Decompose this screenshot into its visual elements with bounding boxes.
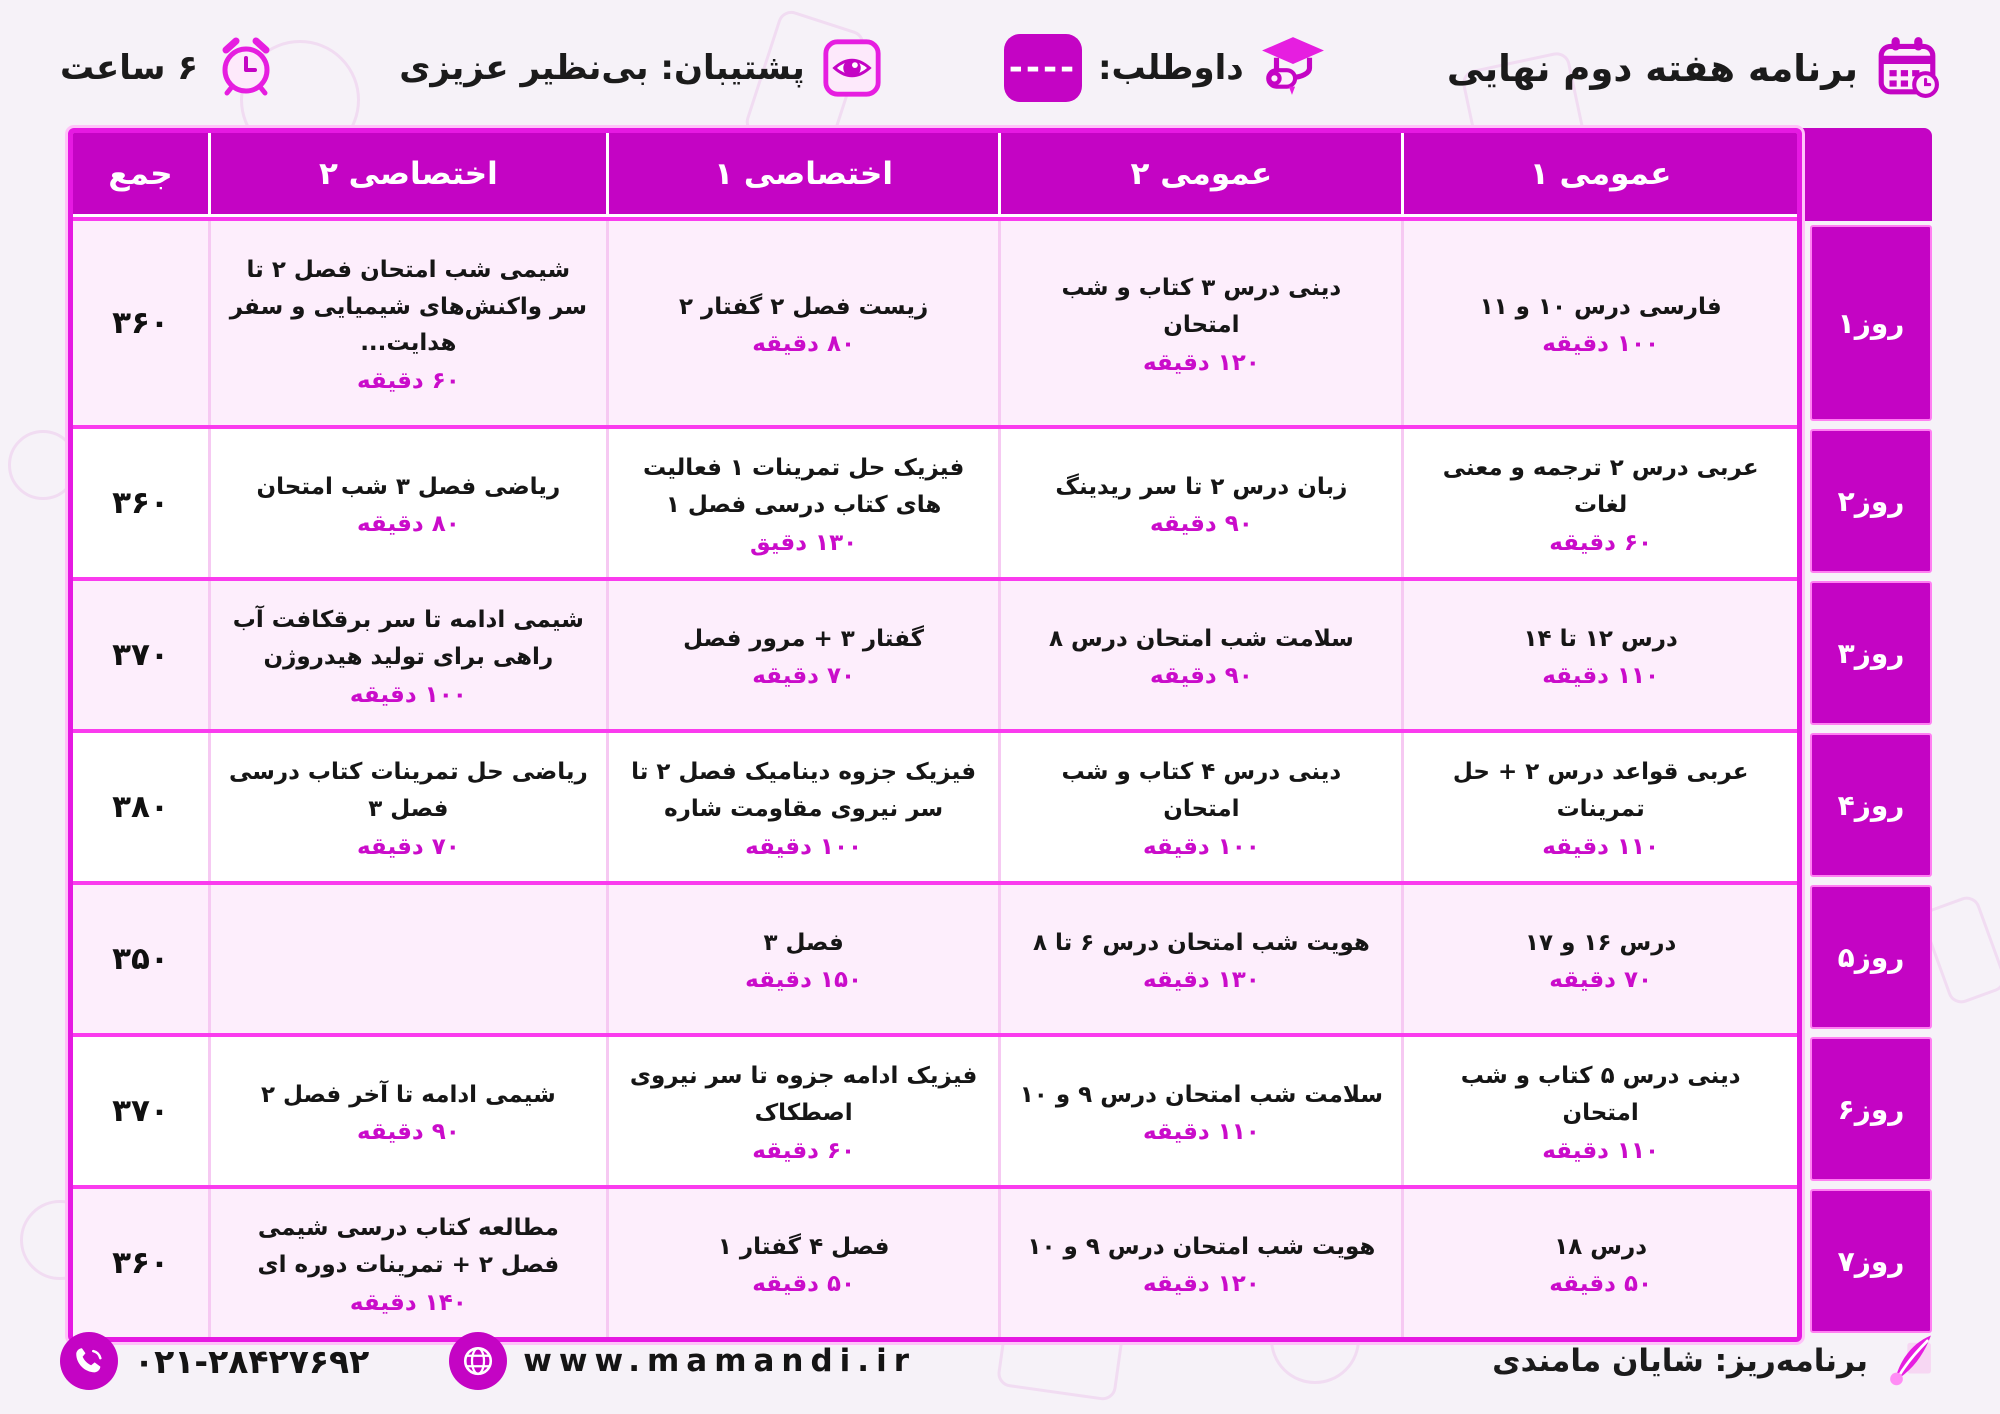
calendar-icon <box>1874 33 1940 103</box>
lesson-text: هویت شب امتحان درس ۶ تا ۸ <box>1032 929 1370 956</box>
supporter-label: پشتیبان: بی‌نظیر عزیزی <box>399 48 805 88</box>
lesson-time: ۱۱۰ دقیقه <box>1542 1137 1660 1164</box>
lesson-time: ۹۰ دقیقه <box>356 1119 460 1146</box>
lesson-cell <box>609 1189 1002 1337</box>
table-body <box>73 217 1797 1337</box>
lesson-cell <box>1404 429 1797 577</box>
table-row <box>73 1185 1797 1337</box>
lesson-text: زیست فصل ۲ گفتار ۲ <box>679 293 929 320</box>
day-label: روز۱ <box>1810 225 1932 421</box>
lesson-cell <box>211 1189 609 1337</box>
lesson-time: ۵۰ دقیقه <box>752 1271 856 1298</box>
lesson-text: درس ۱۶ و ۱۷ <box>1525 929 1677 956</box>
lesson-cell <box>1001 221 1404 425</box>
candidate-label: داوطلب: <box>1097 48 1244 88</box>
lesson-cell <box>1001 429 1404 577</box>
lesson-text: فیزیک حل تمرینات ۱ فعالیت های کتاب درسی فصل ۱ <box>642 455 965 518</box>
lesson-time: ۶۰ دقیقه <box>752 1137 856 1164</box>
total-cell: ۳۶۰ <box>73 1189 211 1337</box>
lesson-time: ۱۲۰ دقیقه <box>1142 349 1260 376</box>
lesson-time: ۹۰ دقیقه <box>1149 663 1253 690</box>
phone-number: ۰۲۱-۲۸۴۲۷۶۹۲ <box>134 1341 370 1381</box>
lesson-text: شیمی ادامه تا سر برقکافت آب راهی برای تولید هیدروژن <box>232 607 584 670</box>
schedule-table <box>68 128 1932 1342</box>
lesson-cell <box>211 1037 609 1185</box>
website-group <box>449 1332 916 1390</box>
lesson-text: سلامت شب امتحان درس ۸ <box>1048 625 1354 652</box>
lesson-time: ۱۵۰ دقیقه <box>745 967 863 994</box>
lesson-cell <box>609 1037 1002 1185</box>
day-cell <box>1802 577 1932 729</box>
pen-icon <box>1882 1330 1940 1392</box>
lesson-cell <box>1404 733 1797 881</box>
lesson-time: ۶۰ دقیقه <box>1549 529 1653 556</box>
alarm-clock-icon <box>214 34 278 102</box>
lesson-text: عربی قواعد درس ۲ + حل تمرینات <box>1452 759 1749 822</box>
lesson-time: ۷۰ دقیقه <box>356 833 460 860</box>
lesson-cell <box>1001 733 1404 881</box>
lesson-text: ریاضی فصل ۳ شب امتحان <box>256 473 561 500</box>
table-row <box>73 1033 1797 1185</box>
table-row <box>73 425 1797 577</box>
lesson-cell <box>211 581 609 729</box>
lesson-text: ریاضی حل تمرینات کتاب درسی فصل ۳ <box>228 759 588 822</box>
lesson-time: ۹۰ دقیقه <box>1149 511 1253 538</box>
total-hours-label: ۶ ساعت <box>60 48 199 88</box>
lesson-cell <box>1404 221 1797 425</box>
phone-icon <box>60 1332 118 1390</box>
day-label: روز۵ <box>1810 885 1932 1029</box>
total-cell: ۳۵۰ <box>73 885 211 1033</box>
lesson-text: فارسی درس ۱۰ و ۱۱ <box>1479 293 1722 320</box>
table-row <box>73 881 1797 1033</box>
lesson-cell <box>211 733 609 881</box>
lesson-time: ۱۰۰ دقیقه <box>1142 833 1260 860</box>
lesson-cell <box>609 429 1002 577</box>
total-cell: ۳۷۰ <box>73 581 211 729</box>
lesson-text: شیمی شب امتحان فصل ۲ تا سر واکنش‌های شیمیایی و سفر هدایت... <box>229 256 587 357</box>
lesson-text: مطالعه کتاب درسی شیمی فصل ۲ + تمرینات دوره ای <box>257 1215 560 1278</box>
lesson-cell <box>1001 1189 1404 1337</box>
lesson-text: دینی درس ۵ کتاب و شب امتحان <box>1460 1063 1741 1126</box>
lesson-cell <box>1001 1037 1404 1185</box>
lesson-text: شیمی ادامه تا آخر فصل ۲ <box>260 1081 556 1108</box>
lesson-text: دینی درس ۴ کتاب و شب امتحان <box>1061 759 1342 822</box>
lesson-text: فصل ۴ گفتار ۱ <box>717 1233 890 1260</box>
lesson-text: فیزیک جزوه دینامیک فصل ۲ تا سر نیروی مقاومت شاره <box>631 759 977 822</box>
lesson-text: درس ۱۸ <box>1554 1233 1648 1260</box>
day-cell <box>1802 881 1932 1033</box>
day-cell <box>1802 729 1932 881</box>
lesson-text: عربی درس ۲ ترجمه و معنی لغات <box>1442 455 1759 518</box>
day-cell <box>1802 425 1932 577</box>
candidate-group <box>1004 33 1326 103</box>
table-header-row <box>73 133 1797 217</box>
lesson-cell <box>609 581 1002 729</box>
lesson-text: دینی درس ۳ کتاب و شب امتحان <box>1061 275 1342 338</box>
lesson-text: سلامت شب امتحان درس ۹ و ۱۰ <box>1019 1081 1383 1108</box>
column-header-general2: عمومی ۲ <box>1001 133 1404 214</box>
website-url: www.mamandi.ir <box>523 1343 916 1379</box>
lesson-cell <box>609 885 1002 1033</box>
table-row <box>73 729 1797 881</box>
total-cell: ۳۷۰ <box>73 1037 211 1185</box>
lesson-time: ۷۰ دقیقه <box>1549 967 1653 994</box>
lesson-time: ۱۲۰ دقیقه <box>1142 1271 1260 1298</box>
day-label: روز۴ <box>1810 733 1932 877</box>
total-cell: ۳۶۰ <box>73 221 211 425</box>
lesson-cell <box>1404 1189 1797 1337</box>
total-cell: ۳۸۰ <box>73 733 211 881</box>
lesson-cell <box>1001 885 1404 1033</box>
supporter-group <box>399 37 883 99</box>
column-header-total: جمع <box>73 133 211 214</box>
eye-icon <box>821 37 883 99</box>
globe-icon <box>449 1332 507 1390</box>
phone-group <box>60 1332 369 1390</box>
column-header-general1: عمومی ۱ <box>1529 155 1672 192</box>
lesson-time: ۱۰۰ دقیقه <box>349 681 467 708</box>
column-header-special2: اختصاصی ۲ <box>211 133 609 214</box>
lesson-time: ۱۳۰ دقیق <box>750 529 858 556</box>
day-label: روز۷ <box>1810 1189 1932 1333</box>
day-cell <box>1802 1185 1932 1337</box>
lesson-time: ۶۰ دقیقه <box>356 368 460 395</box>
main-table <box>68 128 1802 1342</box>
footer-bar <box>60 1322 1940 1400</box>
lesson-cell <box>1404 885 1797 1033</box>
day-cell <box>1802 221 1932 425</box>
lesson-cell <box>211 885 609 1033</box>
lesson-time: ۸۰ دقیقه <box>356 511 460 538</box>
lesson-time: ۵۰ دقیقه <box>1549 1271 1653 1298</box>
lesson-cell <box>609 221 1002 425</box>
lesson-text: فیزیک ادامه جزوه تا سر نیروی اصطکاک <box>629 1063 978 1126</box>
lesson-text: زبان درس ۲ تا سر ریدینگ <box>1055 473 1348 500</box>
lesson-time: ۱۰۰ دقیقه <box>1542 331 1660 358</box>
table-row <box>73 577 1797 729</box>
graduation-cap-icon <box>1260 33 1326 103</box>
day-label: روز۲ <box>1810 429 1932 573</box>
page-title: برنامه هفته دوم نهایی <box>1446 46 1858 90</box>
contact-group <box>60 1332 916 1390</box>
lesson-cell <box>211 429 609 577</box>
lesson-text: درس ۱۲ تا ۱۴ <box>1523 625 1678 652</box>
hours-group <box>60 34 278 102</box>
lesson-cell <box>1404 1037 1797 1185</box>
column-header-special1: اختصاصی ۱ <box>609 133 1002 214</box>
candidate-name-placeholder: ---- <box>1004 34 1082 102</box>
lesson-time: ۱۱۰ دقیقه <box>1542 663 1660 690</box>
lesson-time: ۱۰۰ دقیقه <box>745 833 863 860</box>
lesson-text: فصل ۳ <box>763 929 844 956</box>
planner-group <box>1492 1330 1940 1392</box>
lesson-text: هویت شب امتحان درس ۹ و ۱۰ <box>1027 1233 1376 1260</box>
day-column-header <box>1802 128 1932 221</box>
lesson-cell <box>1001 581 1404 729</box>
lesson-time: ۱۳۰ دقیقه <box>1142 967 1260 994</box>
table-row <box>73 221 1797 425</box>
program-title-group <box>1447 33 1940 103</box>
planner-label: برنامه‌ریز: شایان مامندی <box>1492 1343 1868 1379</box>
lesson-time: ۷۰ دقیقه <box>752 663 856 690</box>
day-label: روز۶ <box>1810 1037 1932 1181</box>
lesson-cell <box>211 221 609 425</box>
day-label: روز۳ <box>1810 581 1932 725</box>
lesson-time: ۱۱۰ دقیقه <box>1142 1119 1260 1146</box>
lesson-time: ۱۴۰ دقیقه <box>349 1289 467 1316</box>
day-cell <box>1802 1033 1932 1185</box>
lesson-cell <box>1404 581 1797 729</box>
lesson-text: گفتار ۳ + مرور فصل <box>683 625 925 652</box>
total-cell: ۳۶۰ <box>73 429 211 577</box>
lesson-time: ۸۰ دقیقه <box>752 331 856 358</box>
top-header-bar <box>60 22 1940 114</box>
lesson-cell <box>609 733 1002 881</box>
day-column <box>1802 128 1932 1342</box>
lesson-time: ۱۱۰ دقیقه <box>1542 833 1660 860</box>
